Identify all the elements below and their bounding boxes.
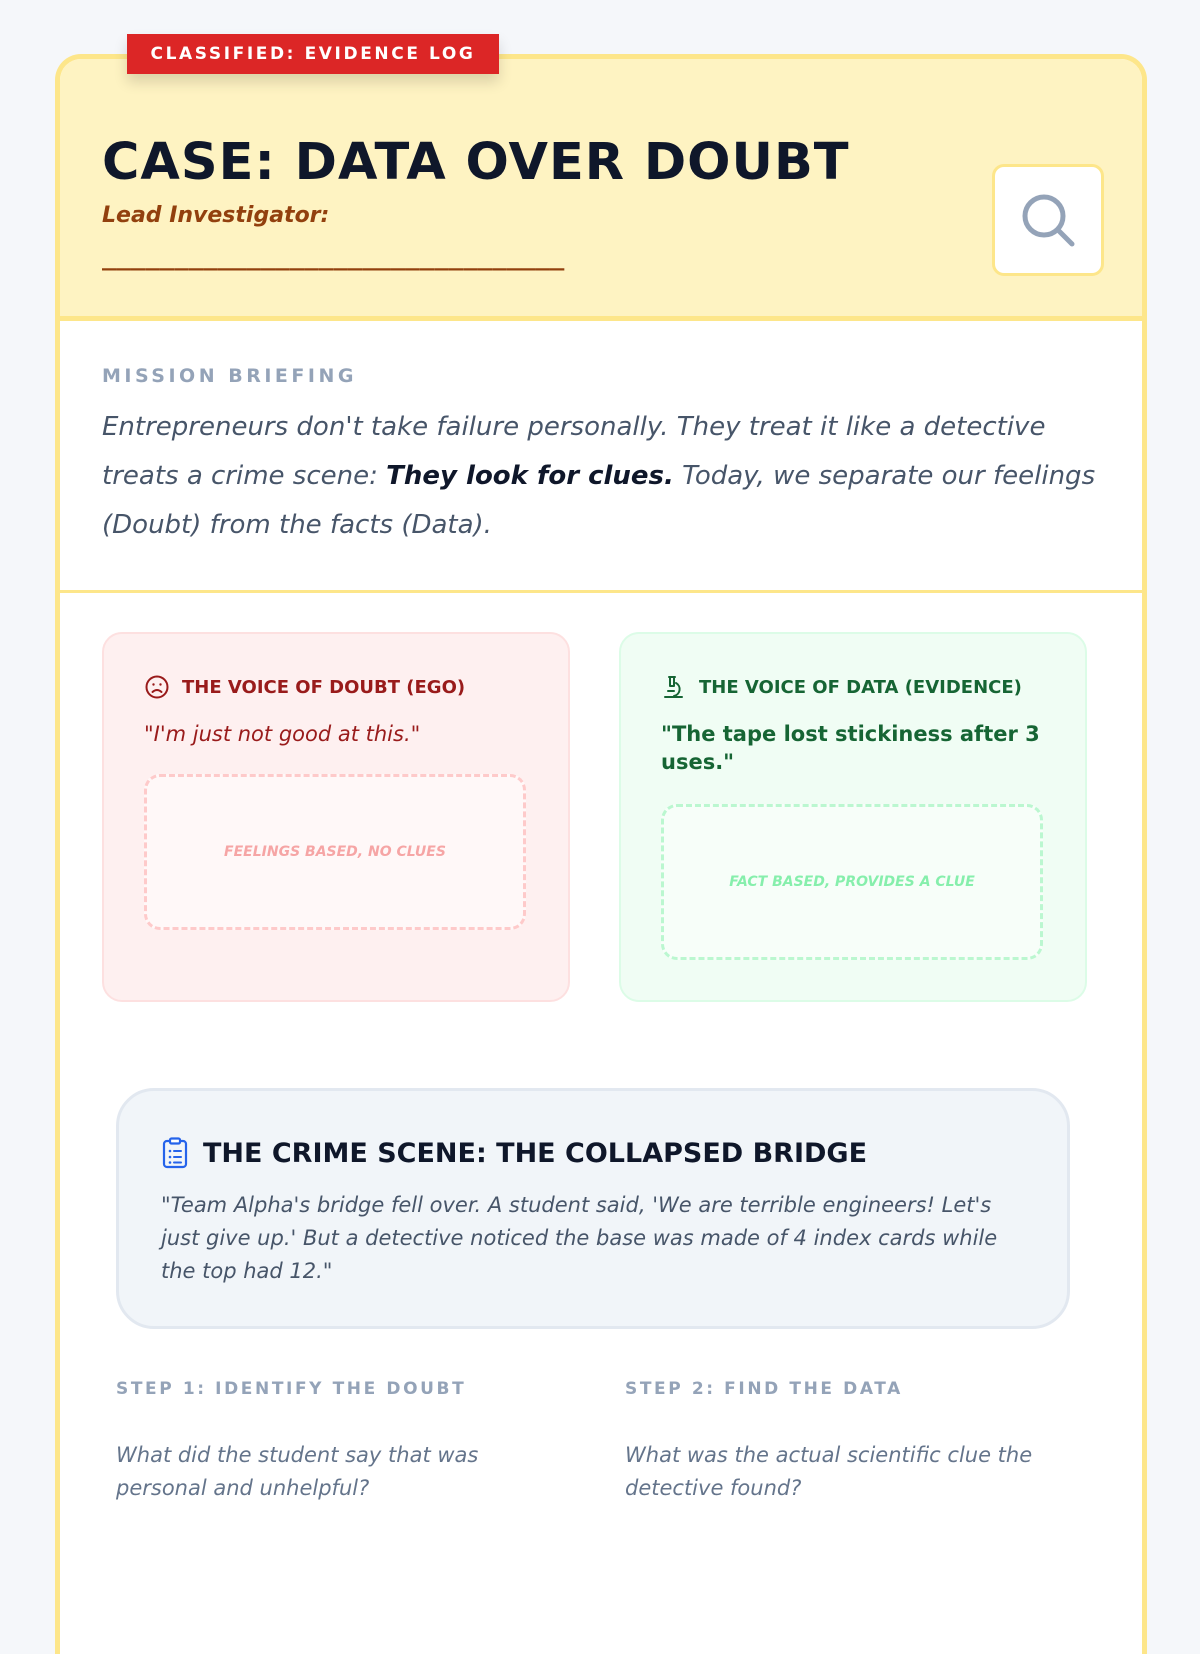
evidence-log-card	[55, 54, 1147, 1654]
mission-briefing	[60, 321, 1142, 593]
investigator-label: Lead Investigator:	[102, 203, 330, 228]
briefing-text-bold: They look for clues.	[386, 461, 674, 491]
step-2	[625, 1379, 1065, 1505]
step-1-question: What did the student say that was personal and unhelpful?	[116, 1443, 479, 1500]
data-box-label: FACT BASED, PROVIDES A CLUE	[729, 874, 975, 890]
step-2-question: What was the actual scientific clue the detective found?	[625, 1443, 1033, 1500]
step-1	[116, 1379, 556, 1505]
briefing-label: MISSION BRIEFING	[102, 365, 357, 387]
frown-icon	[144, 674, 170, 700]
investigator-name-blank[interactable]: ________________________________	[102, 243, 565, 271]
doubt-box-label: FEELINGS BASED, NO CLUES	[224, 844, 446, 860]
voice-of-data-title: THE VOICE OF DATA (EVIDENCE)	[699, 676, 1022, 698]
page-title: CASE: DATA OVER DOUBT	[102, 133, 850, 192]
briefing-text	[102, 403, 1102, 550]
briefing-text-start: Entrepreneurs don't take failure personally. They treat it like a detective treats a crime scene:	[102, 412, 1046, 491]
data-answer-box[interactable]	[661, 804, 1043, 960]
voice-of-data-quote: "The tape lost stickiness after 3 uses."	[661, 722, 1040, 774]
voice-of-doubt-header	[144, 674, 465, 700]
voice-of-data-header	[661, 674, 1022, 700]
doubt-answer-box[interactable]	[144, 774, 526, 930]
crime-scene-title: THE CRIME SCENE: THE COLLAPSED BRIDGE	[203, 1137, 868, 1169]
step-1-label: STEP 1: IDENTIFY THE DOUBT	[116, 1379, 467, 1399]
voice-of-doubt-panel	[102, 632, 570, 1002]
voice-of-doubt-quote: "I'm just not good at this."	[144, 722, 421, 746]
crime-scene-panel	[116, 1088, 1070, 1329]
classified-tag: CLASSIFIED: EVIDENCE LOG	[127, 34, 499, 74]
crime-scene-text: "Team Alpha's bridge fell over. A student said, 'We are terrible engineers! Let's just give up.' But a detective noticed the base was made of 4 index cards while the top had 12."	[161, 1193, 998, 1283]
briefing-text-end: Today, we separate our feelings (Doubt) from the facts (Data).	[102, 461, 1096, 540]
clipboard-icon	[161, 1137, 189, 1169]
search-icon-box	[992, 164, 1104, 276]
search-icon	[1018, 190, 1078, 250]
voice-of-data-panel	[619, 632, 1087, 1002]
microscope-icon	[661, 674, 687, 700]
crime-scene-header	[161, 1137, 867, 1169]
step-2-label: STEP 2: FIND THE DATA	[625, 1379, 903, 1399]
case-header	[60, 59, 1142, 321]
voice-of-doubt-title: THE VOICE OF DOUBT (EGO)	[182, 676, 466, 698]
